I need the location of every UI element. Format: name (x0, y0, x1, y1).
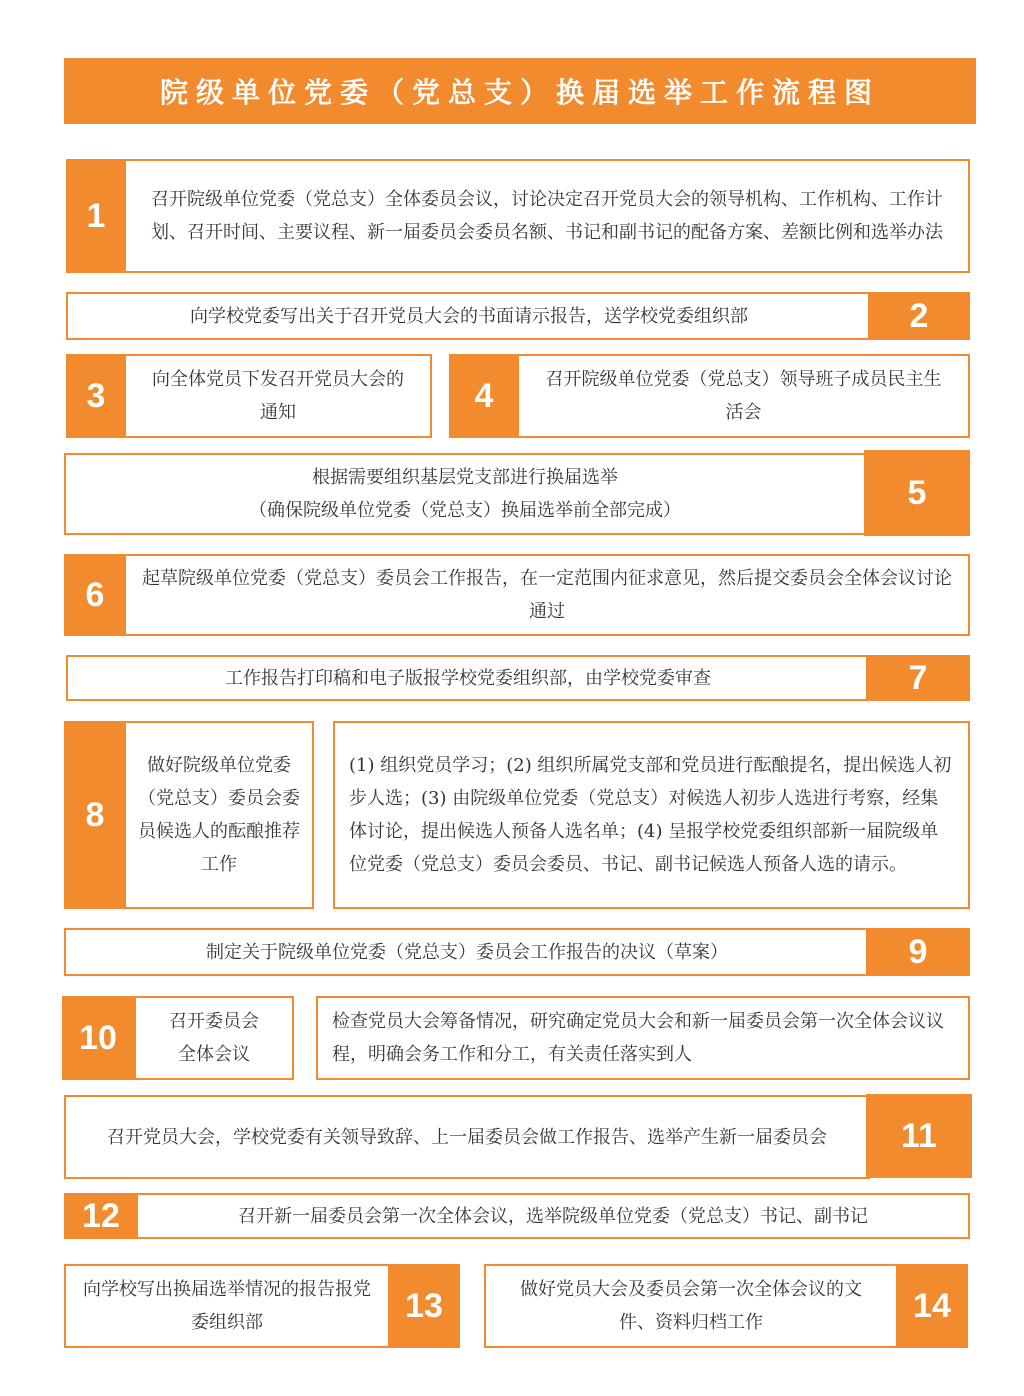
step-10-number: 10 (62, 996, 134, 1080)
step-12-box (136, 1193, 970, 1239)
step-6-box (124, 554, 970, 636)
step-11-box (64, 1095, 870, 1179)
step-6-text: 起草院级单位党委（党总支）委员会工作报告，在一定范围内征求意见，然后提交委员会全体会议讨论通过 (142, 568, 952, 622)
step-9-number: 9 (866, 928, 970, 976)
step-3-number: 3 (66, 354, 126, 438)
step-10-detail-box (316, 996, 970, 1080)
step-10-box (134, 996, 294, 1080)
step-1-box (124, 159, 970, 273)
step-5-box (64, 453, 866, 535)
step-8-box (124, 721, 314, 909)
step-8-detail-box (333, 721, 970, 909)
step-5-note: （确保院级单位党委（党总支）换届选举前全部完成） (249, 500, 681, 521)
step-12-number: 12 (64, 1193, 138, 1239)
step-10-text: 召开委员会全体会议 (169, 1011, 259, 1065)
step-13-number: 13 (388, 1264, 460, 1348)
step-13-box (64, 1264, 390, 1348)
step-2-text: 向学校党委写出关于召开党员大会的书面请示报告，送学校党委组织部 (190, 305, 748, 327)
step-8-number: 8 (64, 721, 126, 909)
step-7-text: 工作报告打印稿和电子版报学校党委组织部，由学校党委审查 (225, 667, 711, 689)
step-1-number: 1 (66, 159, 126, 273)
step-14-number: 14 (896, 1264, 968, 1348)
step-13-text: 向学校写出换届选举情况的报告报党委组织部 (83, 1279, 371, 1333)
step-14-box (484, 1264, 898, 1348)
step-8-detail-text: (1) 组织党员学习；(2) 组织所属党支部和党员进行酝酿提名，提出候选人初步人选；(3) 由院级单位党委（党总支）对候选人初步人选进行考察，经集体讨论，提出候选人预备人选名单；(4) 呈报学校党委组织部新一届院级单位党委（党总支）委员会委员、书记、副书记候选人预备人选的请示。 (349, 755, 952, 875)
step-5-text: 根据需要组织基层党支部进行换届选举 (312, 467, 618, 488)
step-2-box (66, 292, 872, 340)
step-6-number: 6 (64, 554, 126, 636)
step-7-number: 7 (866, 655, 970, 701)
step-9-text: 制定关于院级单位党委（党总支）委员会工作报告的决议（草案） (206, 941, 728, 963)
step-3-box (124, 354, 432, 438)
step-14-text: 做好党员大会及委员会第一次全体会议的文件、资料归档工作 (520, 1279, 862, 1333)
step-9-box (64, 928, 870, 976)
step-11-text: 召开党员大会，学校党委有关领导致辞、上一届委员会做工作报告、选举产生新一届委员会 (107, 1126, 827, 1148)
step-3-text: 向全体党员下发召开党员大会的通知 (152, 369, 404, 423)
step-11-number: 11 (866, 1094, 972, 1178)
step-7-box (66, 655, 870, 701)
step-8-text: 做好院级单位党委（党总支）委员会委员候选人的酝酿推荐工作 (138, 755, 300, 875)
step-4-text: 召开院级单位党委（党总支）领导班子成员民主生活会 (545, 369, 942, 423)
step-2-number: 2 (868, 292, 970, 340)
page-title (64, 58, 976, 124)
step-10-detail-text: 检查党员大会筹备情况，研究确定党员大会和新一届委员会第一次全体会议议程，明确会务工作和分工，有关责任落实到人 (332, 1011, 944, 1065)
title-text: 院级单位党委（党总支）换届选举工作流程图 (159, 76, 880, 109)
step-4-number: 4 (449, 354, 519, 438)
step-5-number: 5 (864, 450, 970, 536)
step-4-box (517, 354, 970, 438)
step-1-text: 召开院级单位党委（党总支）全体委员会议，讨论决定召开党员大会的领导机构、工作机构、工作计划、召开时间、主要议程、新一届委员会委员名额、书记和副书记的配备方案、差额比例和选举办法 (151, 189, 943, 243)
step-12-text: 召开新一届委员会第一次全体会议，选举院级单位党委（党总支）书记、副书记 (238, 1205, 868, 1227)
